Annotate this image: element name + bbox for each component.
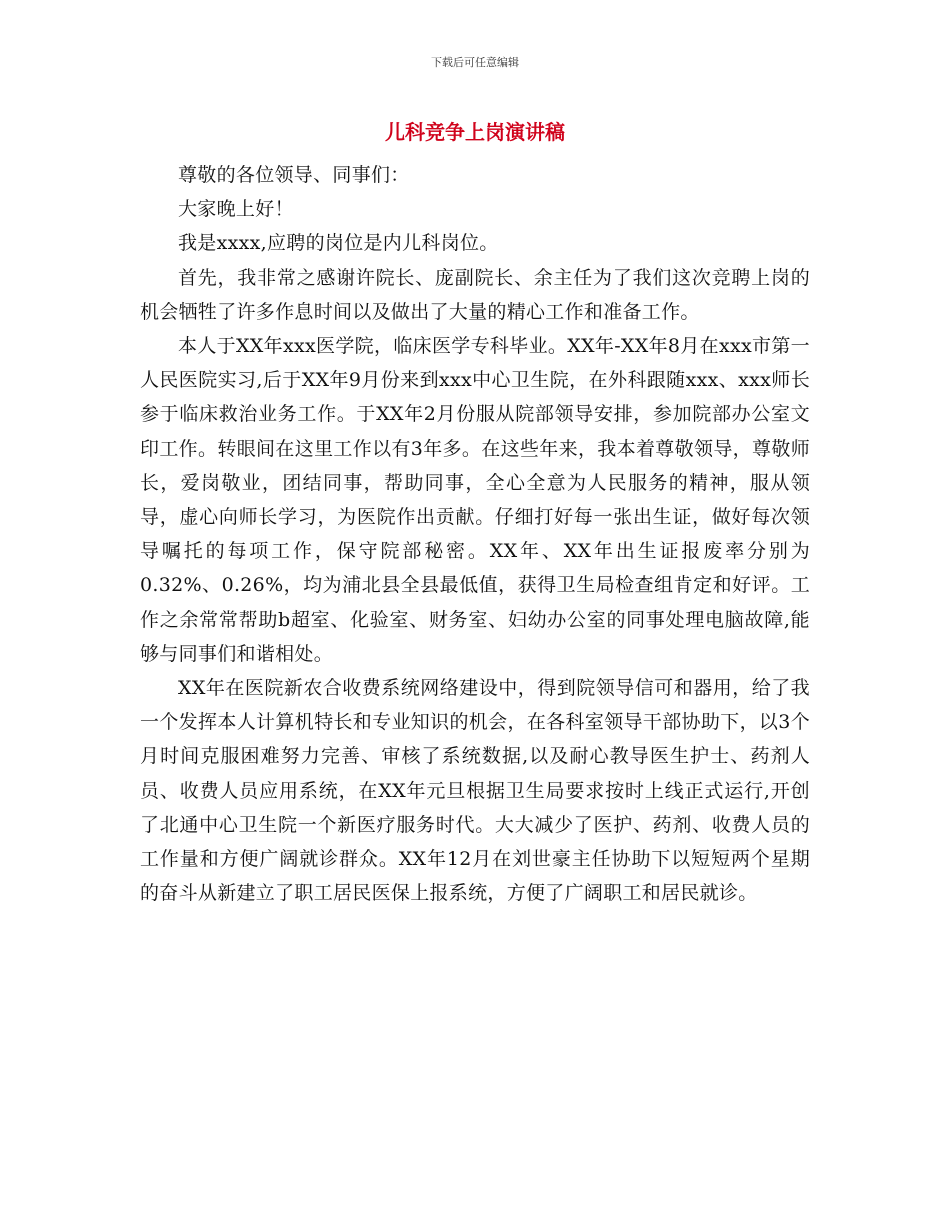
experience-paragraph: 本人于XX年xxx医学院，临床医学专科毕业。XX年-XX年8月在xxx市第一人民医院实习,后于XX年9月份来到xxx中心卫生院，在外科跟随xxx、xxx师长参于临床救治业务工作。于XX年2月份服从院部领导安排，参加院部办公室文印工作。转眼间在这里工作以有3年多。在这些年来，我本着尊敬领导，尊敬师长，爱岗敬业，团结同事，帮助同事，全心全意为人民服务的精神，服从领导，虚心向师长学习，为医院作出贡献。仔细打好每一张出生证，做好每次领导嘱托的每项工作，保守院部秘密。XX年、XX年出生证报废率分别为0.32%、0.26%，均为浦北县全县最低值，获得卫生局检查组肯定和好评。工作之余常常帮助b超室、化验室、财务室、妇幼办公室的同事处理电脑故障,能够与同事们和谐相处。: [140, 335, 810, 665]
salutation-paragraph: 尊敬的各位领导、同事们：: [178, 164, 410, 186]
introduction-paragraph: 我是xxxx,应聘的岗位是内儿科岗位。: [178, 232, 499, 255]
achievements-paragraph: XX年在医院新农合收费系统网络建设中，得到院领导信可和器用，给了我一个发挥本人计算机特长和专业知识的机会，在各科室领导干部协助下，以3个月时间克服困难努力完善、审核了系统数据,以及耐心教导医生护士、药剂人员、收费人员应用系统，在XX年元旦根据卫生局要求按时上线正式运行,开创了北通中心卫生院一个新医疗服务时代。大大减少了医护、药剂、收费人员的工作量和方便广阔就诊群众。XX年12月在刘世豪主任协助下以短短两个星期的奋斗从新建立了职工居民医保上报系统，方便了广阔职工和居民就诊。: [140, 677, 810, 905]
greeting-paragraph: 大家晚上好！: [178, 198, 294, 221]
thanks-paragraph: 首先，我非常之感谢许院长、庞副院长、余主任为了我们这次竞聘上岗的机会牺牲了许多作息时间以及做出了大量的精心工作和准备工作。: [140, 266, 810, 323]
document-body: [140, 158, 810, 910]
document-title: 儿科竞争上岗演讲稿: [385, 120, 565, 144]
page-header-note: 下载后可任意编辑: [431, 56, 519, 69]
